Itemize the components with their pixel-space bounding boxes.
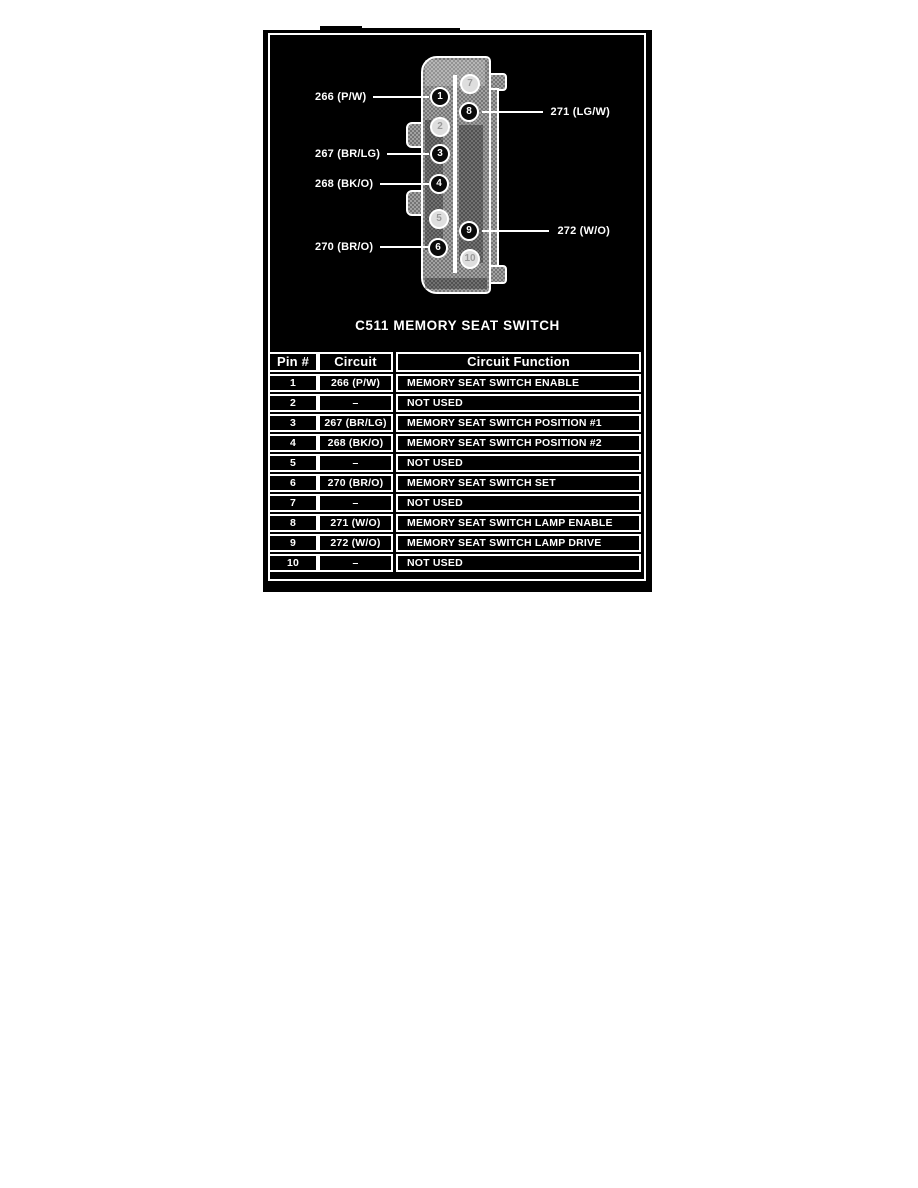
header-pin: Pin #	[268, 352, 318, 372]
header-circuit: Circuit	[318, 352, 393, 372]
pin-5-marker: 5	[429, 209, 449, 229]
cell-circuit: 271 (W/O)	[318, 514, 393, 532]
cell-function: MEMORY SEAT SWITCH LAMP ENABLE	[396, 514, 641, 532]
wire-label-266	[315, 89, 429, 105]
cell-circuit: 272 (W/O)	[318, 534, 393, 552]
wire-label-267	[315, 146, 429, 162]
pin-8-marker: 8	[459, 102, 479, 122]
cell-pin: 8	[268, 514, 318, 532]
wire-label-text: 268 (BK/O)	[315, 178, 374, 190]
header-function: Circuit Function	[396, 352, 641, 372]
table-row	[268, 374, 641, 392]
cell-circuit: –	[318, 454, 393, 472]
cell-pin: 1	[268, 374, 318, 392]
cell-function: MEMORY SEAT SWITCH SET	[396, 474, 641, 492]
table-row	[268, 414, 641, 432]
wire-label-text: 271 (LG/W)	[550, 106, 610, 118]
pin-7-marker: 7	[460, 74, 480, 94]
cell-function: NOT USED	[396, 494, 641, 512]
connector-shading	[425, 278, 487, 289]
leader-line	[380, 246, 429, 248]
cell-circuit: –	[318, 494, 393, 512]
table-header-row	[268, 352, 641, 372]
leader-line	[482, 111, 543, 113]
pin-1-marker: 1	[430, 87, 450, 107]
cell-function: NOT USED	[396, 554, 641, 572]
wire-label-text: 266 (P/W)	[315, 91, 367, 103]
leader-line	[387, 153, 429, 155]
cell-function: MEMORY SEAT SWITCH POSITION #1	[396, 414, 641, 432]
table-row	[268, 514, 641, 532]
wire-label-text: 267 (BR/LG)	[315, 148, 381, 160]
table-row	[268, 554, 641, 572]
cell-circuit: 268 (BK/O)	[318, 434, 393, 452]
table-row	[268, 474, 641, 492]
pin-4-marker: 4	[429, 174, 449, 194]
leader-line	[373, 96, 429, 98]
cell-pin: 6	[268, 474, 318, 492]
table-row	[268, 534, 641, 552]
figure-panel	[263, 30, 652, 592]
cell-pin: 9	[268, 534, 318, 552]
cell-function: NOT USED	[396, 454, 641, 472]
cell-function: MEMORY SEAT SWITCH LAMP DRIVE	[396, 534, 641, 552]
connector-shading	[459, 125, 483, 263]
diagram-title: C511 MEMORY SEAT SWITCH	[355, 318, 560, 333]
pin-2-marker: 2	[430, 117, 450, 137]
cell-pin: 10	[268, 554, 318, 572]
cell-function: MEMORY SEAT SWITCH POSITION #2	[396, 434, 641, 452]
cell-circuit: 266 (P/W)	[318, 374, 393, 392]
table-row	[268, 454, 641, 472]
pinout-table	[268, 352, 641, 574]
cell-pin: 3	[268, 414, 318, 432]
table-row	[268, 394, 641, 412]
wire-label-268	[315, 176, 429, 192]
cell-function: NOT USED	[396, 394, 641, 412]
cell-pin: 2	[268, 394, 318, 412]
cell-circuit: 270 (BR/O)	[318, 474, 393, 492]
cell-circuit: –	[318, 554, 393, 572]
leader-line	[380, 183, 429, 185]
wire-label-270	[315, 239, 429, 255]
wire-label-272	[482, 223, 610, 239]
wire-label-text: 272 (W/O)	[557, 225, 610, 237]
cell-circuit: –	[318, 394, 393, 412]
leader-line	[482, 230, 549, 232]
wire-label-text: 270 (BR/O)	[315, 241, 374, 253]
pin-9-marker: 9	[459, 221, 479, 241]
cell-pin: 7	[268, 494, 318, 512]
wire-label-271	[482, 104, 610, 120]
pin-10-marker: 10	[460, 249, 480, 269]
table-row	[268, 494, 641, 512]
cell-pin: 4	[268, 434, 318, 452]
cell-function: MEMORY SEAT SWITCH ENABLE	[396, 374, 641, 392]
pin-6-marker: 6	[428, 238, 448, 258]
pin-3-marker: 3	[430, 144, 450, 164]
cell-pin: 5	[268, 454, 318, 472]
table-row	[268, 434, 641, 452]
cell-circuit: 267 (BR/LG)	[318, 414, 393, 432]
connector-column-divider	[453, 75, 457, 273]
